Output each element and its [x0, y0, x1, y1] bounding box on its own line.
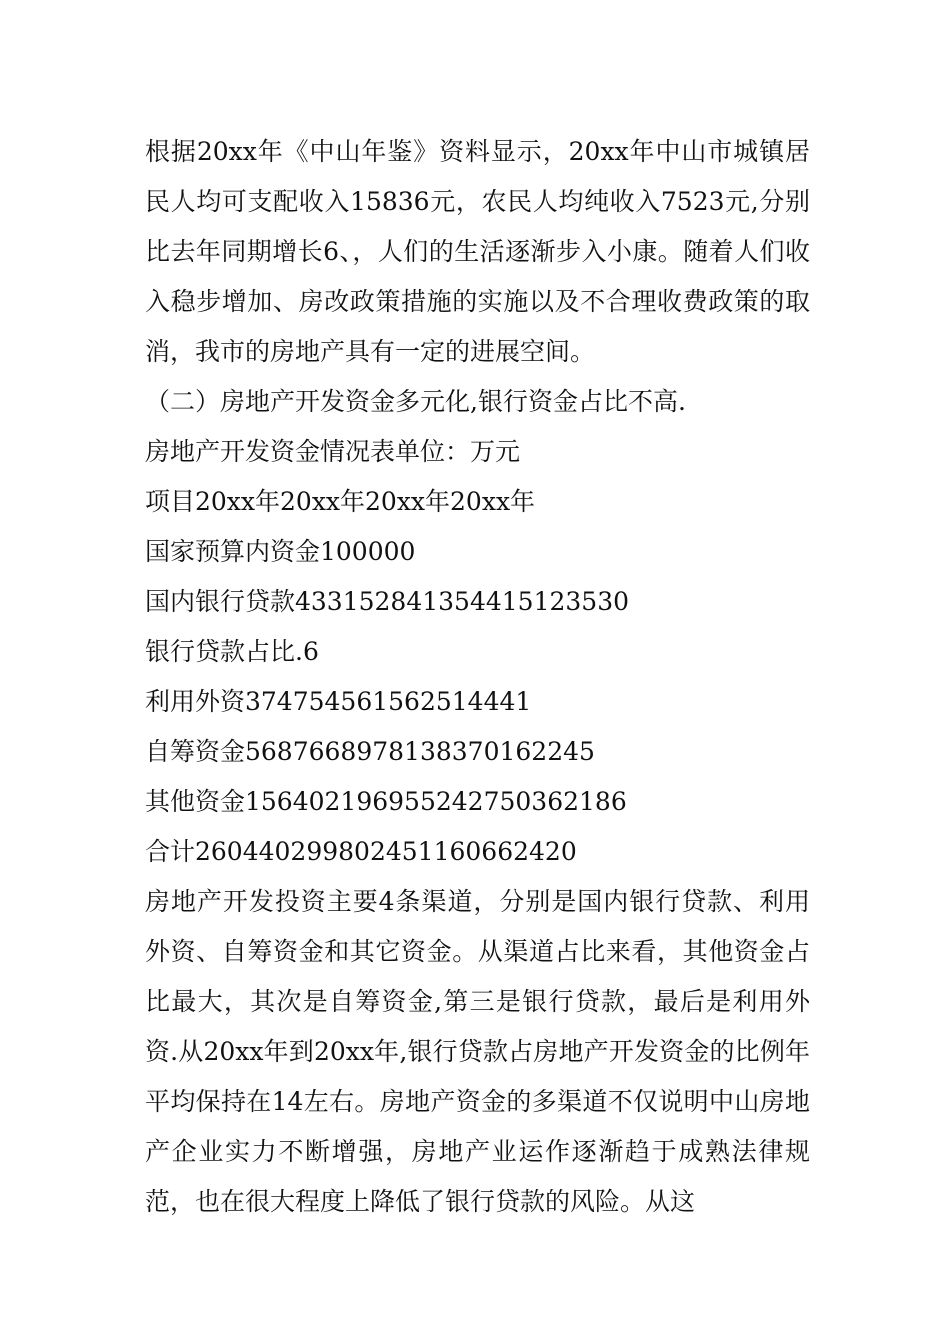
table-row: 合计2604402998024511606624​20 — [145, 837, 577, 866]
table-row: 利用外资374754561562514441 — [145, 687, 532, 716]
table-row: 其他资金1564021969552427503621​86 — [145, 787, 627, 816]
table-row: 银行贷款占比.6 — [145, 637, 319, 666]
table-row: 国内银行贷款43315284135441512353​0 — [145, 587, 630, 616]
analysis-paragraph: 房地产开发投资主要4条渠道，分别是国内银行贷款、利用外资、自筹资金和其它资金。从渠道占比来看，其他资金占比最大，其次是自筹资金,第三是银行贷款，最后是利用外资.从20xx年到20xx年,银行贷款占房地产开发资金的比例年平均保持在14左右。房地产资金的多渠道不仅说明中山房地产企业实力不断增强，房地产业运作逐渐趋于成熟法律规范，也在很大程度上降低了银行贷款的风险。从这 — [145, 887, 810, 1216]
document-body — [145, 127, 810, 1227]
intro-paragraph: 根据20xx年《中山年鉴》资料显示，20xx年中山市城镇居民人均可支配收入15836元，农民人均纯收入7523元,分别比去年同期增长6、，人们的生活逐渐步入小康。随着人们收入稳步增加、房改政策措施的实施以及不合理收费政策的取消，我市的房地产具有一定的进展空间。 — [145, 137, 810, 366]
table-title: 房地产开发资金情况表单位：万元 — [145, 437, 521, 466]
table-row: 项目20xx年20xx年20xx年20xx年 — [145, 487, 536, 516]
table-row: 自筹资金5687668978138370162245 — [145, 737, 595, 766]
section-heading: （二）房地产开发资金多元化,银行资金占比不高. — [145, 387, 686, 416]
table-row: 国家预算内资金100000 — [145, 537, 416, 566]
